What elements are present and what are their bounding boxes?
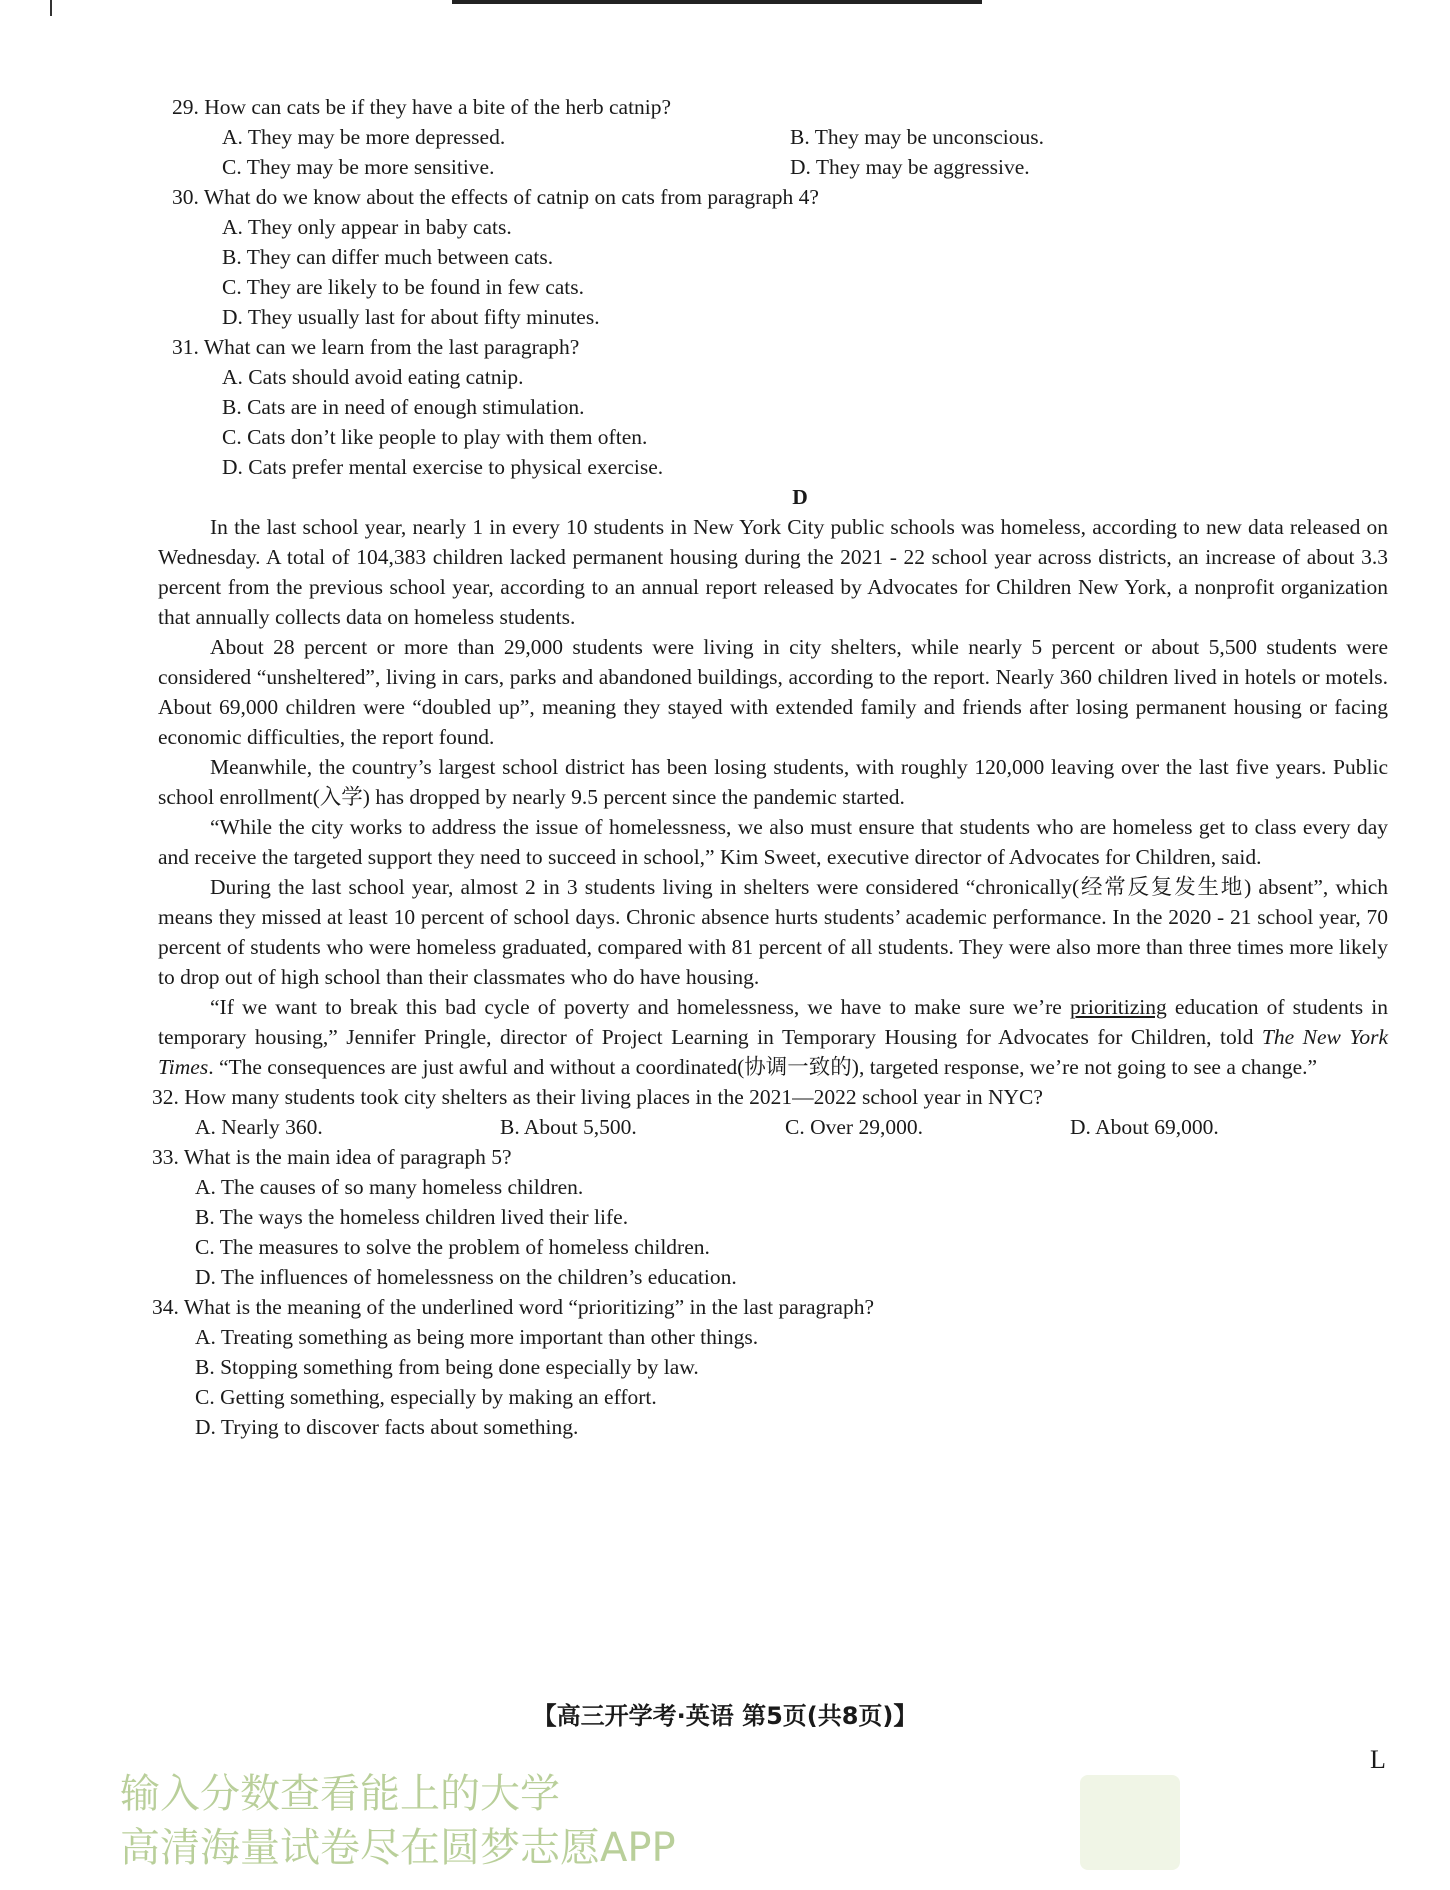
newspaper-title: The New York Times — [158, 1025, 1388, 1079]
question-30 — [150, 182, 1390, 332]
option-d: D. The influences of homelessness on the children’s education. — [195, 1265, 737, 1289]
exam-page-content — [150, 92, 1390, 1442]
option-a: A. Cats should avoid eating catnip. — [222, 365, 524, 389]
option-d: D. They usually last for about fifty minutes. — [222, 305, 600, 329]
question-32 — [150, 1082, 1390, 1142]
question-29 — [150, 92, 1390, 182]
watermark — [120, 1770, 1220, 1880]
passage-paragraph-1: In the last school year, nearly 1 in every 10 students in New York City public schools was homeless, according to new data released on Wednesday. A total of 104,383 children lacked permanent housing during the 2021 - 22 school year across districts, an increase of about 3.3 percent from the previous school year, according to an annual report released by Advocates for Children New York, a nonprofit organization that annually collects data on homeless students. — [158, 515, 1388, 629]
question-stem: 32. How many students took city shelters as their living places in the 2021—2022 school year in NYC? — [152, 1085, 1043, 1109]
option-c: C. The measures to solve the problem of homeless children. — [195, 1235, 710, 1259]
option-b: B. Cats are in need of enough stimulation. — [222, 395, 585, 419]
option-a: A. Nearly 360. — [195, 1115, 323, 1139]
option-a: A. Treating something as being more important than other things. — [195, 1325, 759, 1349]
passage-paragraph-4: “While the city works to address the issue of homelessness, we also must ensure that students who are homeless get to class every day and receive the targeted support they need to succeed in school,” Kim Sweet, executive director of Advocates for Children, said. — [158, 815, 1388, 869]
question-stem: 31. What can we learn from the last paragraph? — [172, 335, 580, 359]
option-b: B. Stopping something from being done especially by law. — [195, 1355, 699, 1379]
option-c: C. Cats don’t like people to play with them often. — [222, 425, 648, 449]
question-stem: 33. What is the main idea of paragraph 5? — [152, 1145, 512, 1169]
underlined-word: prioritizing — [1070, 995, 1167, 1019]
option-c: C. They may be more sensitive. — [222, 155, 495, 179]
scan-edge-bar — [452, 0, 982, 4]
option-c: C. They are likely to be found in few cats. — [222, 275, 585, 299]
option-a: A. The causes of so many homeless children. — [195, 1175, 584, 1199]
text-segment: “If we want to break this bad cycle of poverty and homelessness, we have to make sure we’re — [210, 995, 1070, 1019]
option-c: C. Over 29,000. — [785, 1115, 923, 1139]
question-stem: 34. What is the meaning of the underlined word “prioritizing” in the last paragraph? — [152, 1295, 875, 1319]
option-d: D. About 69,000. — [1070, 1115, 1219, 1139]
question-stem: 29. How can cats be if they have a bite of the herb catnip? — [172, 95, 672, 119]
section-heading: D — [792, 485, 808, 509]
page-footer: 【高三开学考·英语 第5页(共8页)】 — [532, 1702, 918, 1730]
option-a: A. They only appear in baby cats. — [222, 215, 512, 239]
option-d: D. Cats prefer mental exercise to physical exercise. — [222, 455, 664, 479]
text-segment: education of students in temporary housing,” Jennifer Pringle, director of Project Learning in Temporary Housing for Advocates for Children, told — [158, 995, 1388, 1049]
text-segment: . “The consequences are just awful and without a coordinated(协调一致的), targeted response, we’re not going to see a change.” — [208, 1055, 1318, 1079]
option-b: B. About 5,500. — [500, 1115, 637, 1139]
corner-mark: L — [1370, 1745, 1386, 1774]
question-stem: 30. What do we know about the effects of catnip on cats from paragraph 4? — [172, 185, 819, 209]
question-33 — [150, 1142, 1390, 1292]
option-d: D. They may be aggressive. — [790, 155, 1030, 179]
option-b: B. The ways the homeless children lived their life. — [195, 1205, 629, 1229]
scan-mark — [50, 0, 52, 16]
question-31 — [150, 332, 1390, 482]
option-a: A. They may be more depressed. — [222, 125, 506, 149]
passage-paragraph-6 — [150, 992, 1390, 1082]
question-34 — [150, 1292, 1390, 1442]
watermark-line-1: 输入分数查看能上的大学 — [120, 1771, 560, 1817]
reading-passage — [150, 512, 1390, 1082]
passage-paragraph-2: About 28 percent or more than 29,000 students were living in city shelters, while nearly 5 percent or about 5,500 students were considered “unsheltered”, living in cars, parks and abandoned buildings, according to the report. Nearly 360 children lived in hotels or motels. About 69,000 children were “doubled up”, meaning they stayed with extended family and friends after losing permanent housing or facing economic difficulties, the report found. — [158, 635, 1388, 749]
option-b: B. They can differ much between cats. — [222, 245, 554, 269]
option-c: C. Getting something, especially by making an effort. — [195, 1385, 657, 1409]
passage-paragraph-3: Meanwhile, the country’s largest school district has been losing students, with roughly 120,000 leaving over the last five years. Public school enrollment(入学) has dropped by nearly 9.5 percent since the pandemic started. — [158, 755, 1388, 809]
option-b: B. They may be unconscious. — [790, 125, 1044, 149]
passage-paragraph-5: During the last school year, almost 2 in 3 students living in shelters were considered “chronically(经常反复发生地) absent”, which means they missed at least 10 percent of school days. Chronic absence hurts students’ academic performance. In the 2020 - 21 school year, 70 percent of students who were homeless graduated, compared with 81 percent of all students. They were also more than three times more likely to drop out of high school than their classmates who do have housing. — [158, 875, 1388, 989]
watermark-logo — [1080, 1775, 1180, 1870]
option-d: D. Trying to discover facts about something. — [195, 1415, 579, 1439]
watermark-line-2: 高清海量试卷尽在圆梦志愿APP — [120, 1825, 676, 1871]
